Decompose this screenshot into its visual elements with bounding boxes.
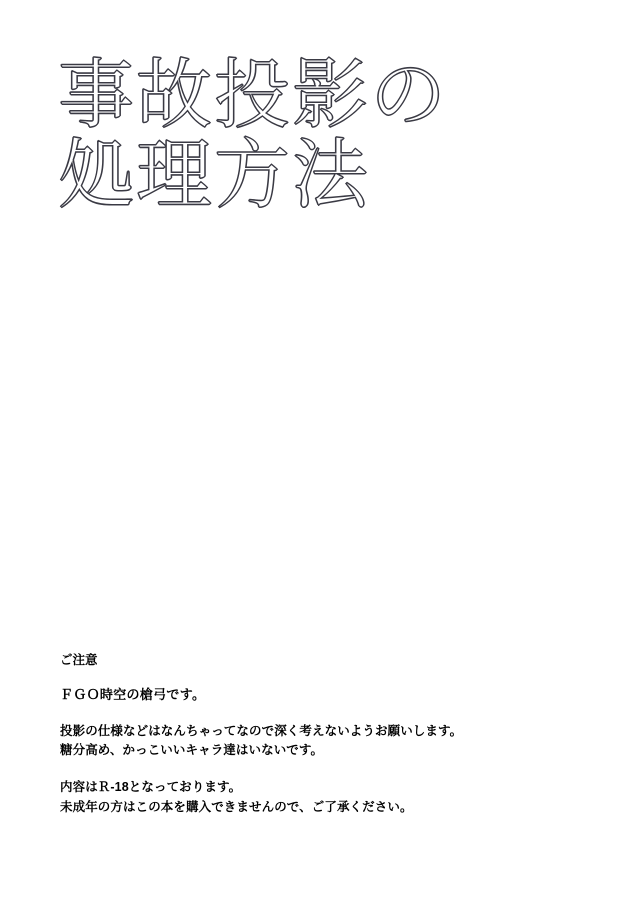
notice-paragraph-1-line-2: 糖分高め、かっこいいキャラ達はいないです。	[60, 743, 324, 758]
notice-paragraph-2-line-1: 内容はＲ-18となっております。	[60, 780, 242, 795]
notice-subject: ＦＧＯ時空の槍弓です。	[60, 686, 206, 702]
notice-block	[60, 652, 580, 817]
title-line-2: 処理方法	[58, 129, 370, 219]
title-block	[58, 50, 578, 219]
title-line-1: 事故投影の	[58, 50, 448, 139]
notice-paragraph-1	[60, 722, 580, 761]
notice-paragraph-1-line-1: 投影の仕様などはなんちゃってなので深く考えないようお願いします。	[60, 723, 463, 738]
notice-paragraph-2	[60, 778, 580, 817]
notice-paragraph-2-line-2: 未成年の方はこの本を購入できませんので、ご了承ください。	[60, 799, 413, 814]
notice-heading: ご注意	[60, 653, 98, 667]
